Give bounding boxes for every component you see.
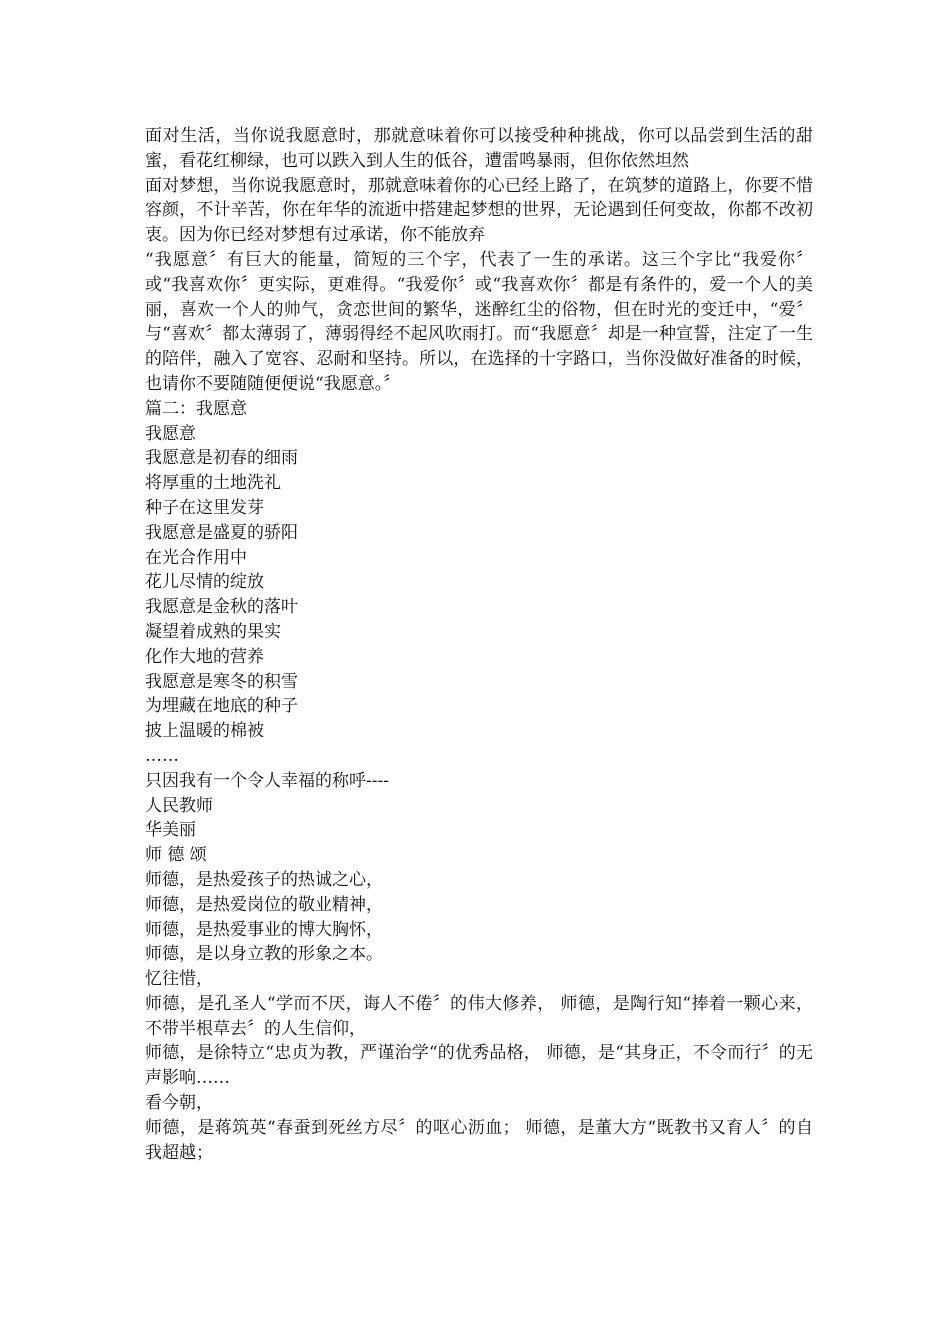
poem-title: 我愿意 (145, 423, 196, 444)
section-heading-part-two: 篇二：我愿意 (145, 398, 247, 419)
paragraph-dream: 面对梦想，当你说我愿意时，那就意味着你的心已经上路了，在筑梦的道路上，你要不惜容颜，不计辛苦，你在年华的流逝中搭建起梦想的世界，无论遇到任何变故，你都不改初衷。因为你已经对梦想有过承诺，你不能放弃 (145, 175, 813, 246)
poem-line: 我愿意是寒冬的积雪 (145, 671, 298, 692)
poem-paragraph: 师德，是蒋筑英“春蚕到死丝方尽〞的呕心沥血； 师德，是董大方“既教书又育人〞的自我超越； (145, 1117, 813, 1163)
poem-line: 师德，是以身立教的形象之本。 (145, 944, 383, 965)
poem-title-shide: 师 德 颂 (145, 845, 207, 866)
poem-line: 我愿意是盛夏的骄阳 (145, 522, 298, 543)
poem-line: 只因我有一个令人幸福的称呼---- (145, 770, 389, 791)
poem-paragraph: 师德，是孔圣人“学而不厌，诲人不倦〞的伟大修养， 师德，是陶行知“捧着一颗心来，不带半根草去〞的人生信仰， (145, 993, 813, 1039)
document-body (145, 124, 813, 1165)
poem-line: 在光合作用中 (145, 547, 247, 568)
poem-line: 师德，是热爱岗位的敬业精神， (145, 894, 383, 915)
poem-line: 花儿尽情的绽放 (145, 572, 264, 593)
poem-line: 人民教师 (145, 795, 213, 816)
poem-line: 将厚重的土地洗礼 (145, 473, 281, 494)
poem-line: 看今朝， (145, 1093, 213, 1114)
poem-line: 师德，是热爱事业的博大胸怀， (145, 919, 383, 940)
paragraph-i-will: “我愿意〞有巨大的能量，简短的三个字，代表了一生的承诺。这三个字比“我爱你〞或“我喜欢你〞更实际，更难得。“我爱你〞或“我喜欢你〞都是有条件的，爱一个人的美丽，喜欢一个人的帅气，贪恋世间的繁华，迷醉红尘的俗物，但在时光的变迁中，“爱〞与“喜欢〞都太薄弱了，薄弱得经不起风吹雨打。而“我愿意〞却是一种宣誓，注定了一生的陪伴，融入了宽容、忍耐和坚持。所以，在选择的十字路口，当你没做好准备的时候，也请你不要随随便便说“我愿意。〞 (145, 249, 813, 394)
poem-line: 为埋藏在地底的种子 (145, 696, 298, 717)
poem-line: 凝望着成熟的果实 (145, 621, 281, 642)
poem-paragraph: 师德，是徐特立“忠贞为教，严谨治学“的优秀品格， 师德，是“其身正，不令而行〞的无声影响…… (145, 1043, 813, 1089)
poem-line: 师德，是热爱孩子的热诚之心， (145, 869, 383, 890)
poem-line: 种子在这里发芽 (145, 497, 264, 518)
ellipsis: …… (145, 745, 179, 766)
poem-line: 披上温暖的棉被 (145, 721, 264, 742)
paragraph-life: 面对生活，当你说我愿意时，那就意味着你可以接受种种挑战，你可以品尝到生活的甜蜜，看花红柳绿，也可以跌入到人生的低谷，遭雷鸣暴雨，但你依然坦然 (145, 126, 813, 171)
author-name: 华美丽 (145, 820, 196, 841)
poem-line: 忆往惜， (145, 969, 213, 990)
poem-line: 我愿意是金秋的落叶 (145, 597, 298, 618)
poem-line: 化作大地的营养 (145, 646, 264, 667)
poem-line: 我愿意是初春的细雨 (145, 448, 298, 469)
